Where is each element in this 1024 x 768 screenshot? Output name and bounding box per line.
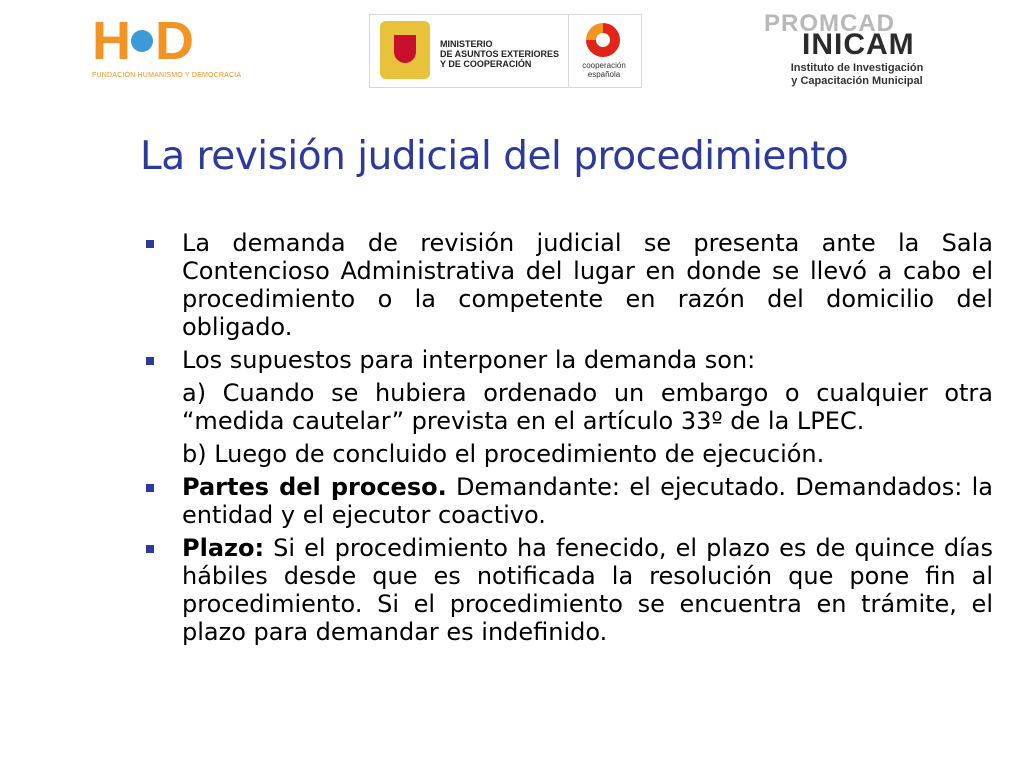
ministry-name: MINISTERIO DE ASUNTOS EXTERIORES Y DE COOPERACIÓN	[440, 39, 560, 69]
square-bullet-icon	[146, 357, 154, 365]
slide-title: La revisión judicial del procedimiento	[140, 134, 849, 179]
sub-item: b) Luego de concluido el procedimiento de ejecución.	[182, 440, 825, 468]
square-bullet-icon	[146, 240, 154, 248]
promcad-wordmark: PROMCAD	[764, 10, 895, 37]
hd-foundation-logo	[92, 11, 242, 88]
ministry-cooperation-logo	[369, 14, 642, 88]
bullet-heading: Plazo:	[182, 534, 265, 562]
bullet-item: Los supuestos para interponer la demanda son:	[140, 346, 993, 374]
cooperacion-espanola-label: cooperación española	[582, 61, 626, 79]
hd-logo-caption: FUNDACIÓN HUMANISMO Y DEMOCRACIA	[92, 72, 242, 79]
inicam-wordmark: INICAM	[802, 28, 915, 61]
bullet-item: Plazo: Si el procedimiento ha fenecido, el plazo es de quince días hábiles desde que es notificada la resolución que pone fin al procedimiento. Si el procedimiento se encuentra en trámite, el plazo para demandar es indefinido.	[140, 534, 993, 646]
square-bullet-icon	[146, 545, 154, 553]
bullet-heading: Partes del proceso.	[182, 473, 447, 501]
spain-coat-of-arms-icon	[380, 21, 430, 79]
institute-name: Instituto de Investigación y Capacitación Municipal	[790, 62, 924, 87]
slide-body	[140, 229, 993, 651]
bullet-item: La demanda de revisión judicial se presenta ante la Sala Contencioso Administrativa del lugar en donde se llevó a cabo el procedimiento o la competente en razón del domicilio del obligado.	[140, 229, 993, 341]
cooperacion-espanola-icon	[586, 23, 620, 57]
sub-item: a) Cuando se hubiera ordenado un embargo o cualquier otra “medida cautelar” prevista en el artículo 33º de la LPEC.	[182, 379, 993, 435]
bullet-item: Partes del proceso. Demandante: el ejecutado. Demandados: la entidad y el ejecutor coactivo.	[140, 473, 993, 529]
square-bullet-icon	[146, 484, 154, 492]
hd-logo-mark: H D	[92, 11, 192, 71]
inicam-logo	[764, 12, 944, 90]
